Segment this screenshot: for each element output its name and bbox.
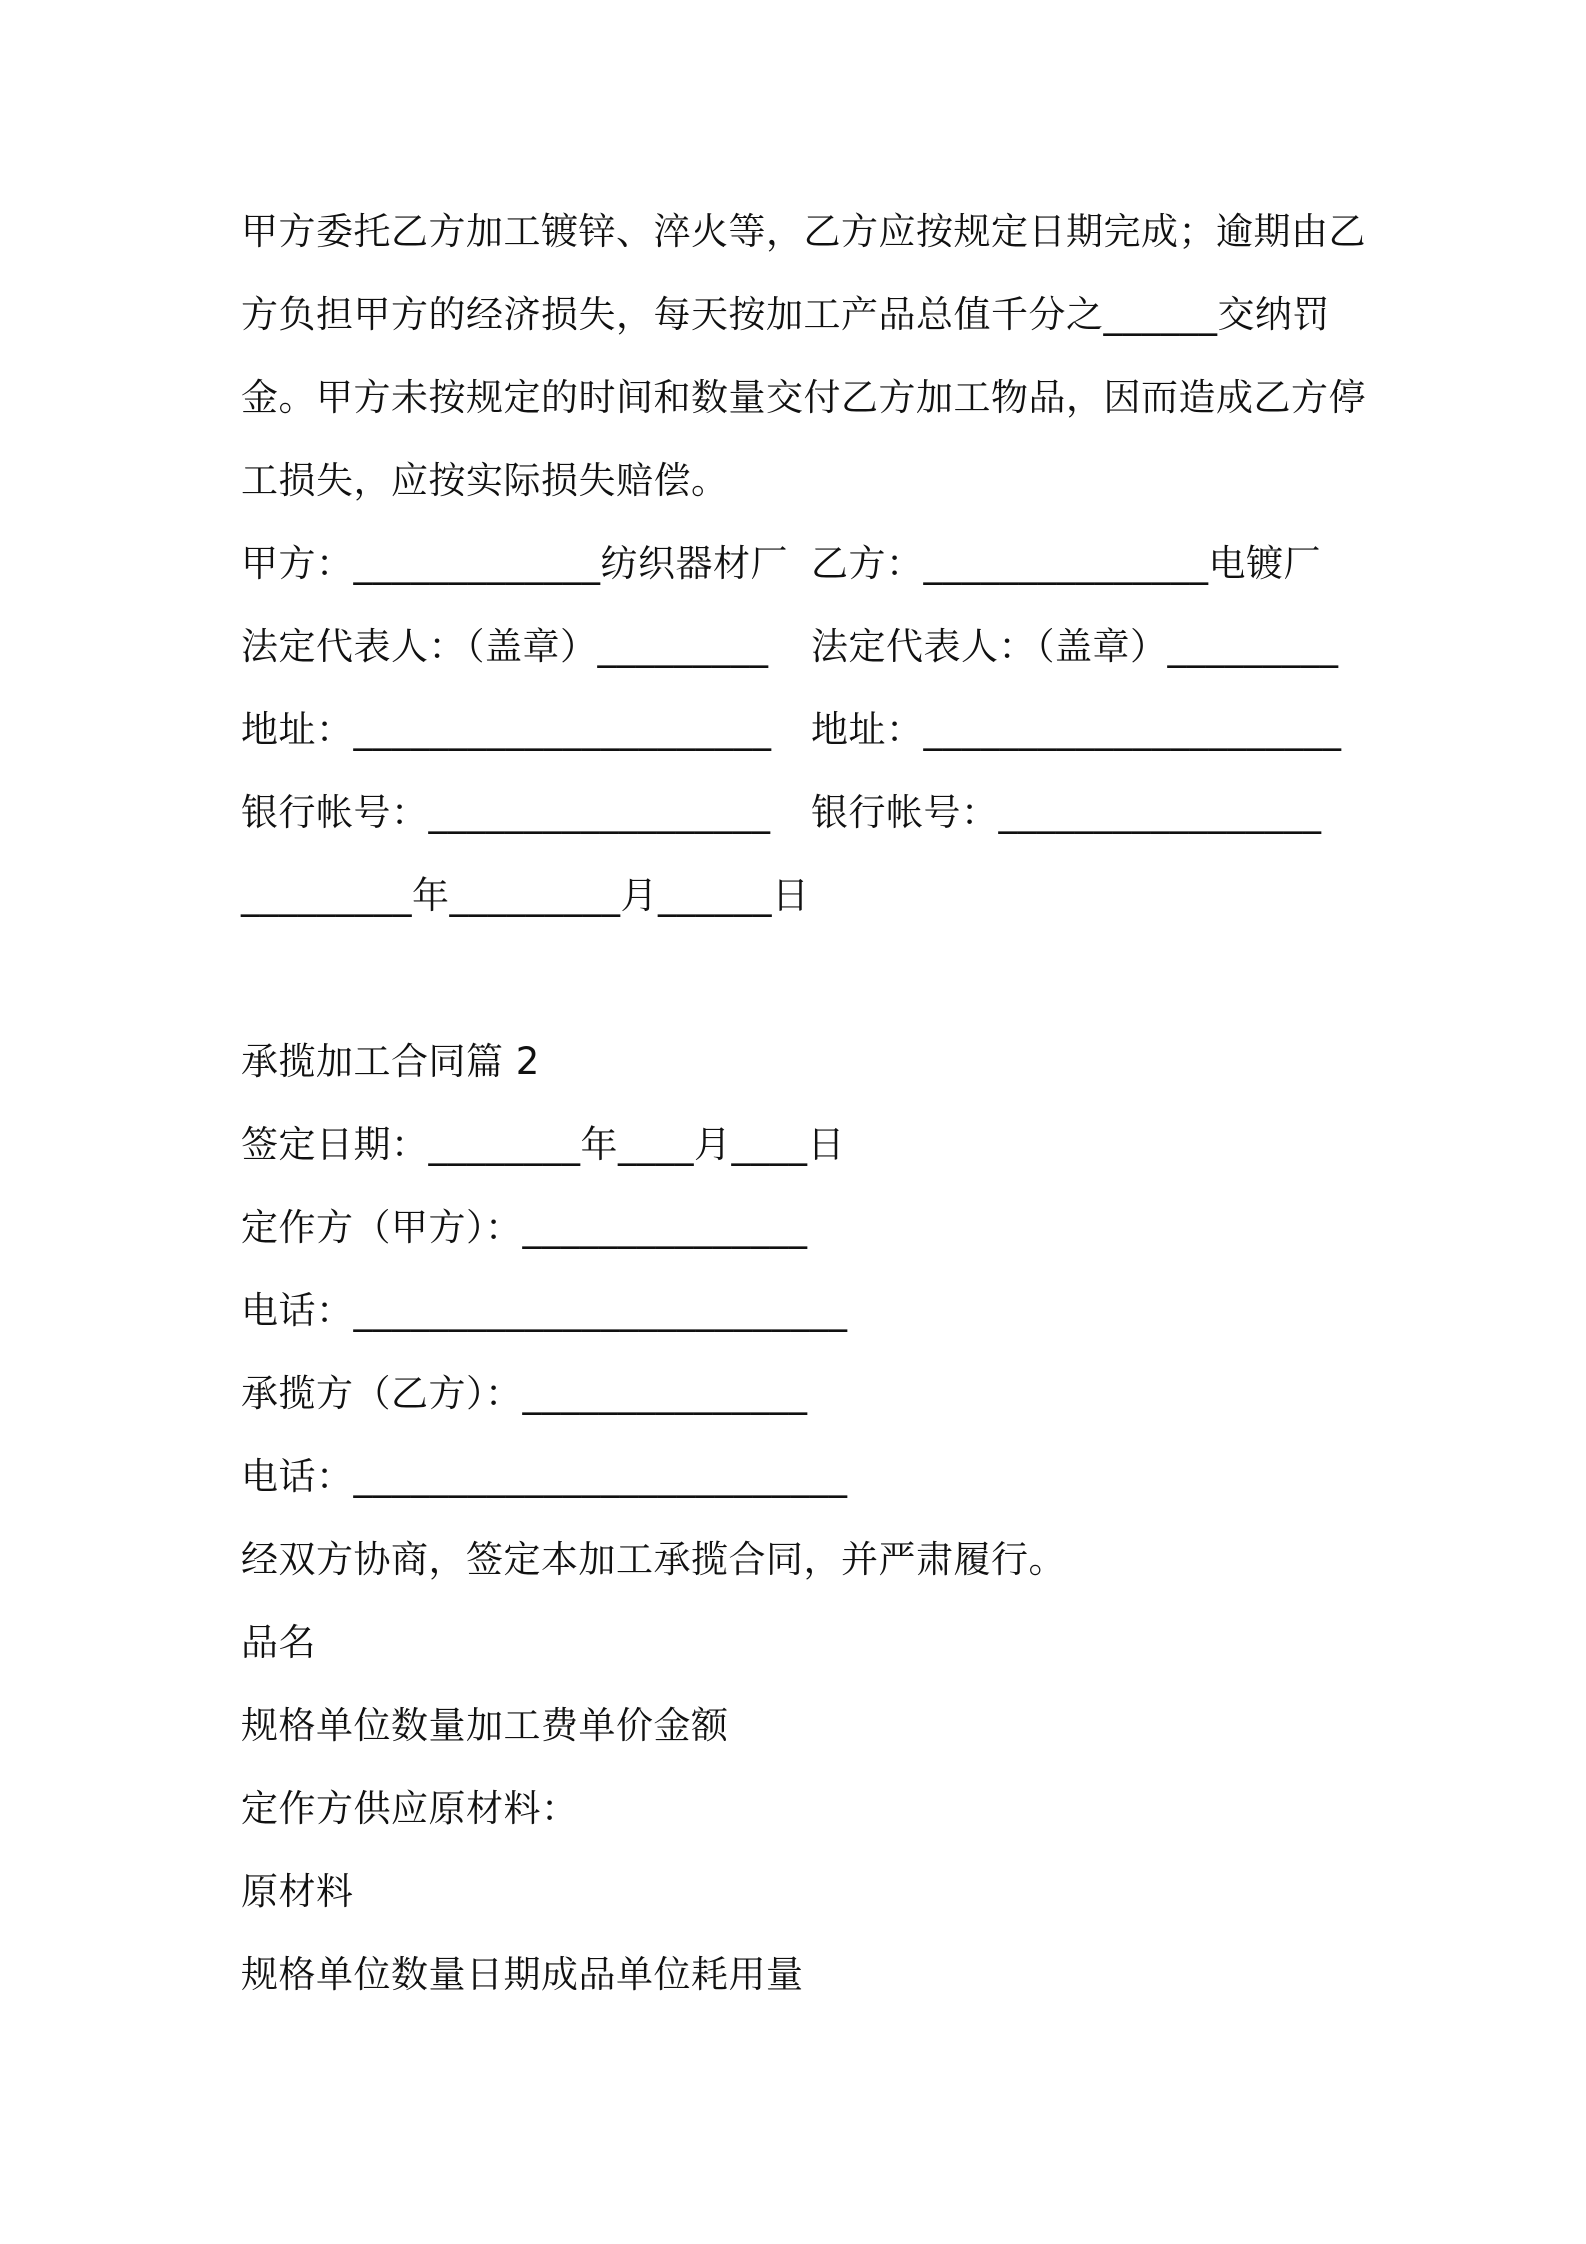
contract-2-title: 承揽加工合同篇 2 <box>241 1040 540 1083</box>
bank-a-field: 银行帐号：__________________ <box>241 791 771 834</box>
party-a-field: 甲方：_____________纺织器材厂 <box>241 542 788 585</box>
bank-row <box>241 771 1361 854</box>
sign-date-field: 签定日期：________年____月____日 <box>241 1123 845 1166</box>
product-name-label: 品名 <box>241 1621 316 1664</box>
phone-a-field: 电话：__________________________ <box>241 1289 848 1332</box>
ordering-party-field: 定作方（甲方）：_______________ <box>241 1206 808 1249</box>
party-row <box>241 522 1361 605</box>
section-gap <box>241 937 1361 1020</box>
representative-row <box>241 605 1361 688</box>
clause-line-1: 甲方委托乙方加工镀锌、淬火等，乙方应按规定日期完成；逾期由乙 <box>241 210 1366 253</box>
clause-line-4: 工损失，应按实际损失赔偿。 <box>241 459 729 502</box>
address-a-field: 地址：______________________ <box>241 708 772 751</box>
phone-b-field: 电话：__________________________ <box>241 1455 848 1498</box>
rep-a-field: 法定代表人：（盖章）_________ <box>241 625 769 668</box>
document-body <box>241 190 1366 2016</box>
rep-b-field: 法定代表人：（盖章）_________ <box>811 625 1339 668</box>
contractor-field: 承揽方（乙方）：_______________ <box>241 1372 808 1415</box>
party-b-field: 乙方：_______________电镀厂 <box>811 542 1321 585</box>
address-row <box>241 688 1361 771</box>
clause-line-3: 金。甲方未按规定的时间和数量交付乙方加工物品，因而造成乙方停 <box>241 376 1366 419</box>
bank-b-field: 银行帐号：_________________ <box>811 791 1322 834</box>
product-columns: 规格单位数量加工费单价金额 <box>241 1704 729 1747</box>
materials-supply-label: 定作方供应原材料： <box>241 1787 579 1830</box>
materials-columns: 规格单位数量日期成品单位耗用量 <box>241 1953 804 1996</box>
clause-line-2: 方负担甲方的经济损失，每天按加工产品总值千分之______交纳罚 <box>241 293 1330 336</box>
signing-date: _________年_________月______日 <box>241 874 810 917</box>
raw-materials-label: 原材料 <box>241 1870 354 1913</box>
address-b-field: 地址：______________________ <box>811 708 1342 751</box>
agreement-text: 经双方协商，签定本加工承揽合同，并严肃履行。 <box>241 1538 1066 1581</box>
